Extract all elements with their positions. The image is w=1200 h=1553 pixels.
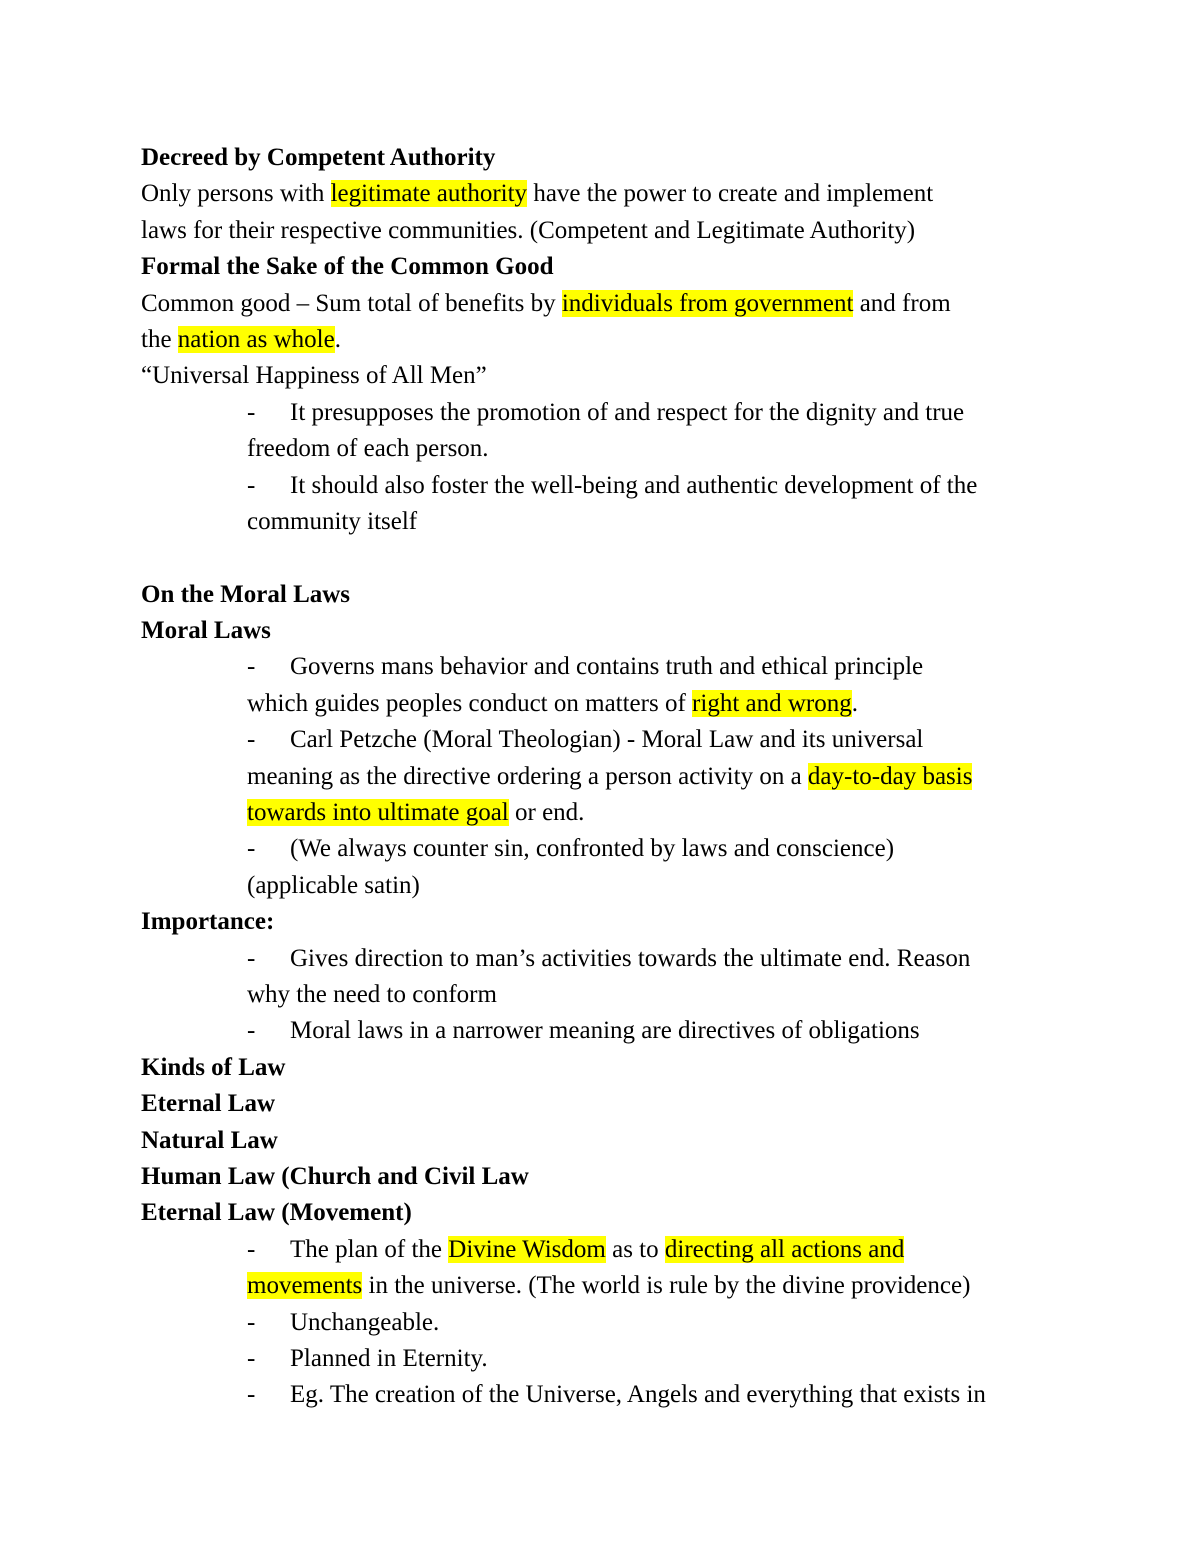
list-item-text: It should also foster the well-being and authentic development of the [290, 471, 978, 499]
text-run: Eternal Law [141, 1199, 276, 1227]
highlighted-text: Divine Wisdom [448, 1235, 606, 1263]
list-item-text: Carl Petzche (Moral Theologian) - Moral Law and its universal [290, 726, 924, 754]
list-item-continuation [141, 1268, 1071, 1304]
list-item [141, 468, 1071, 504]
heading-common-good: Formal the Sake of the Common Good [141, 253, 554, 281]
list-item-continuation [141, 795, 1071, 831]
list-item-text: Moral laws in a narrower meaning are directives of obligations [290, 1017, 920, 1045]
text-run: have the power to create and implement [527, 180, 934, 208]
highlighted-text: nation as whole [177, 325, 335, 353]
list-item [141, 1013, 1071, 1049]
list-item-text: Governs mans behavior and contains truth and ethical principle [290, 653, 924, 681]
list-item-continuation [141, 759, 1071, 795]
heading-on-the-moral-laws: On the Moral Laws [141, 580, 351, 608]
paragraph-line [141, 176, 1071, 212]
text-run: Only persons with [141, 180, 331, 208]
dash-bullet: - [247, 1235, 256, 1263]
list-item [141, 941, 1071, 977]
heading-kinds-of-law: Kinds of Law [141, 1053, 286, 1081]
list-item-continuation: (applicable satin) [247, 871, 420, 899]
list-item [141, 1377, 1071, 1413]
dash-bullet: - [247, 653, 256, 681]
list-item-text: (We always counter sin, confronted by laws and conscience) [290, 835, 895, 863]
dash-bullet: - [247, 471, 256, 499]
heading-natural-law: Natural Law [141, 1126, 278, 1154]
heading-eternal-law: Eternal Law [141, 1090, 276, 1118]
text-run: . [334, 325, 341, 353]
list-item-text: Eg. The creation of the Universe, Angels and everything that exists in [290, 1381, 986, 1409]
highlighted-text: individuals from government [561, 289, 854, 317]
list-item [141, 1305, 1071, 1341]
heading-decreed-by-competent-authority: Decreed by Competent Authority [141, 144, 496, 171]
list-item [141, 831, 1071, 867]
list-item [141, 649, 1071, 685]
text-run: in the universe. (The world is rule by the divine providence) [362, 1272, 971, 1300]
dash-bullet: - [247, 1344, 256, 1372]
quote-line: “Universal Happiness of All Men” [141, 362, 487, 390]
dash-bullet: - [247, 726, 256, 754]
text-run: the [141, 325, 178, 353]
text-run: . [851, 689, 858, 717]
heading-moral-laws: Moral Laws [141, 617, 271, 645]
text-run: (Movement) [275, 1199, 412, 1227]
list-item [141, 1232, 1071, 1268]
text-run: and from [853, 289, 951, 317]
highlighted-text: day-to-day basis [807, 762, 973, 790]
dash-bullet: - [247, 1308, 256, 1336]
dash-bullet: - [247, 944, 256, 972]
highlighted-text: movements [247, 1272, 363, 1300]
highlighted-text: directing all actions and [664, 1235, 905, 1263]
blank-line [141, 540, 1071, 576]
text-run: Common good – Sum total of benefits by [141, 289, 562, 317]
highlighted-text: right and wrong [692, 689, 852, 717]
list-item-continuation [141, 686, 1071, 722]
list-item-continuation: freedom of each person. [247, 435, 489, 463]
dash-bullet: - [247, 835, 256, 863]
heading-eternal-law-movement [141, 1195, 1071, 1231]
paragraph-line: laws for their respective communities. (Competent and Legitimate Authority) [141, 216, 916, 244]
list-item-text: It presupposes the promotion of and respect for the dignity and true [290, 398, 965, 426]
paragraph-line [141, 322, 1071, 358]
document-body [141, 140, 1071, 1414]
text-run: or end. [508, 799, 585, 827]
dash-bullet: - [247, 1017, 256, 1045]
list-item-continuation: why the need to conform [247, 980, 497, 1008]
list-item-continuation: community itself [247, 507, 418, 535]
list-item-text: Unchangeable. [290, 1308, 440, 1336]
text-run: The plan of the [290, 1235, 449, 1263]
heading-importance: Importance: [141, 908, 275, 936]
dash-bullet: - [247, 1381, 256, 1409]
text-run: meaning as the directive ordering a person activity on a [247, 762, 808, 790]
list-item [141, 395, 1071, 431]
dash-bullet: - [247, 398, 256, 426]
paragraph-line [141, 286, 1071, 322]
list-item-text: Planned in Eternity. [290, 1344, 488, 1372]
list-item [141, 1341, 1071, 1377]
list-item [141, 722, 1071, 758]
text-run: as to [605, 1235, 665, 1263]
list-item-text: Gives direction to man’s activities towards the ultimate end. Reason [290, 944, 971, 972]
text-run: which guides peoples conduct on matters of [247, 689, 693, 717]
highlighted-text: legitimate authority [330, 180, 528, 208]
heading-human-law: Human Law (Church and Civil Law [141, 1162, 529, 1190]
highlighted-text: towards into ultimate goal [247, 799, 509, 827]
